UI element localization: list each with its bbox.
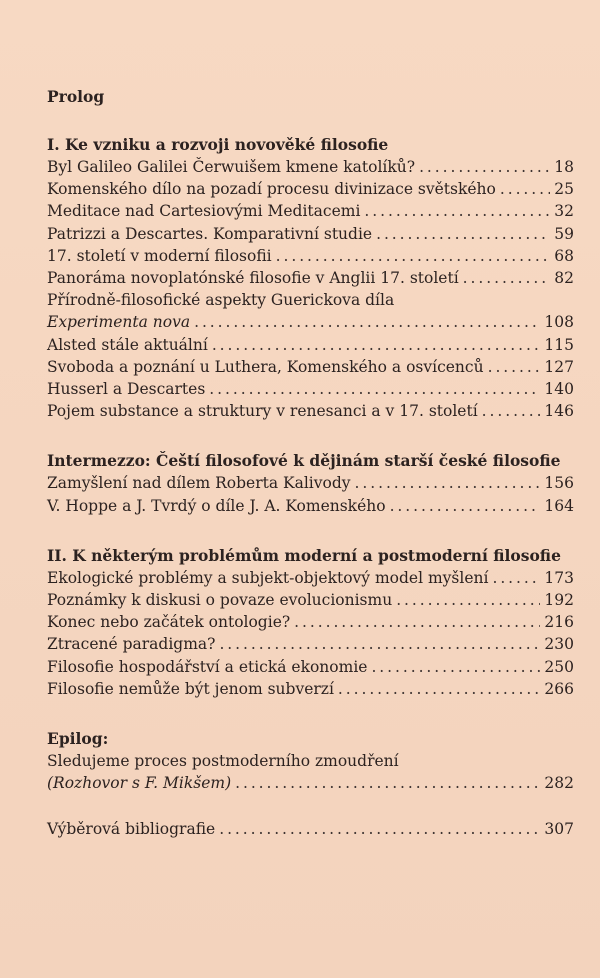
toc-entry-title: Meditace nad Cartesiovými Meditacemi <box>47 202 361 221</box>
toc-entry-page: 156 <box>544 474 574 493</box>
part1-heading: I. Ke vzniku a rozvoji novověké filosofie <box>47 135 389 154</box>
prolog-heading: Prolog <box>47 87 105 106</box>
dot-leader <box>209 378 540 400</box>
dot-leader <box>235 772 540 794</box>
toc-entry <box>47 472 574 494</box>
toc-entry-title: Alsted stále aktuální <box>47 335 208 354</box>
dot-leader <box>219 633 540 655</box>
toc-entry <box>47 378 574 400</box>
toc-entry-title: Filosofie nemůže být jenom subverzí <box>47 679 334 698</box>
dot-leader <box>276 245 551 267</box>
dot-leader <box>419 156 550 178</box>
toc-entry-page: 115 <box>544 335 574 354</box>
dot-leader <box>355 472 541 494</box>
toc-entry-page: 250 <box>544 657 574 676</box>
toc-entry-page: 164 <box>544 496 574 515</box>
toc-entry-title: Byl Galileo Galilei Čerwuišem kmene katolíků? <box>47 158 416 176</box>
section-epilog <box>47 728 574 794</box>
toc-entry-page: 307 <box>544 820 574 839</box>
toc-entry <box>47 156 574 178</box>
toc-entry-page: 68 <box>554 246 574 265</box>
toc-entry-title: Výběrová bibliografie <box>47 820 216 839</box>
toc-entry-page: 82 <box>554 269 574 288</box>
dot-leader <box>488 356 541 378</box>
toc-entry-page: 18 <box>554 158 574 176</box>
toc-entry-page: 192 <box>544 591 574 610</box>
toc-entry <box>47 611 574 633</box>
toc-entry-page: 266 <box>544 679 574 698</box>
toc-entry-title: Zamyšlení nad dílem Roberta Kalivody <box>47 474 351 493</box>
dot-leader <box>492 567 540 589</box>
toc-entry-title: Poznámky k diskusi o povaze evolucionismu <box>47 591 393 610</box>
toc-entry-title-line1: Sledujeme proces postmoderního zmoudření <box>47 752 399 771</box>
toc-entry-title: Panoráma novoplatónské filosofie v Anglii 17. století <box>47 269 459 288</box>
toc-entry <box>47 400 574 422</box>
dot-leader <box>371 656 540 678</box>
section-part1 <box>47 134 574 422</box>
intermezzo-heading: Intermezzo: Čeští filosofové k dějinám starší české filosofie <box>47 451 561 471</box>
section-bibliography <box>47 818 574 840</box>
toc-entry-title: Filosofie hospodářství a etická ekonomie <box>47 657 368 676</box>
toc-entry <box>47 818 574 840</box>
dot-leader <box>482 400 541 422</box>
toc-entry-title: Komenského dílo na pozadí procesu divinizace světského <box>47 180 496 199</box>
toc-entry <box>47 200 574 222</box>
toc-entry <box>47 589 574 611</box>
section-part2 <box>47 545 574 700</box>
toc-entry-page: 32 <box>554 202 574 221</box>
toc-entry-page: 108 <box>544 313 574 332</box>
toc-entry-page: 140 <box>544 380 574 399</box>
dot-leader <box>500 178 550 200</box>
toc-entry-page: 59 <box>554 224 574 243</box>
dot-leader <box>364 200 550 222</box>
toc-entry <box>47 223 574 245</box>
toc-entry-page: 146 <box>544 402 574 421</box>
toc-entry <box>47 356 574 378</box>
toc-entry-title: Svoboda a poznání u Luthera, Komenského a osvícenců <box>47 357 484 376</box>
toc-entry <box>47 178 574 200</box>
dot-leader <box>376 223 550 245</box>
toc-entry-title: Husserl a Descartes <box>47 380 206 399</box>
toc-entry <box>47 495 574 517</box>
toc-entry-title: V. Hoppe a J. Tvrdý o díle J. A. Komenského <box>47 496 386 515</box>
toc-entry-page: 173 <box>544 568 574 587</box>
toc-entry-page: 282 <box>544 774 574 793</box>
toc-entry-page: 230 <box>544 635 574 654</box>
toc-entry-title: Experimenta nova <box>47 313 191 332</box>
toc-entry-page: 25 <box>554 180 574 199</box>
toc-entry-title: Pojem substance a struktury v renesanci a v 17. století <box>47 402 478 421</box>
dot-leader <box>194 311 540 333</box>
toc-entry <box>47 567 574 589</box>
toc-entry <box>47 772 574 794</box>
dot-leader <box>338 678 541 700</box>
toc-entry-title: (Rozhovor s F. Mikšem) <box>47 774 232 793</box>
toc-entry-title: Ztracené paradigma? <box>47 635 216 654</box>
toc-entry-title: 17. století v moderní filosofii <box>47 246 272 265</box>
toc-entry-title: Konec nebo začátek ontologie? <box>47 613 291 632</box>
toc-entry-title: Ekologické problémy a subjekt-objektový model myšlení <box>47 568 489 587</box>
toc-entry <box>47 633 574 655</box>
toc-entry-page: 127 <box>544 357 574 376</box>
section-prolog <box>47 86 574 108</box>
toc-entry-title: Patrizzi a Descartes. Komparativní studie <box>47 224 373 243</box>
table-of-contents <box>47 86 574 869</box>
toc-entry <box>47 678 574 700</box>
toc-entry <box>47 656 574 678</box>
toc-entry <box>47 245 574 267</box>
toc-entry <box>47 311 574 333</box>
dot-leader <box>212 334 541 356</box>
toc-entry <box>47 267 574 289</box>
toc-entry <box>47 334 574 356</box>
toc-entry-title-line1: Přírodně-filosofické aspekty Guerickova díla <box>47 291 395 310</box>
part2-heading: II. K některým problémům moderní a postmoderní filosofie <box>47 545 561 565</box>
toc-entry-page: 216 <box>544 613 574 632</box>
dot-leader <box>396 589 540 611</box>
dot-leader <box>463 267 551 289</box>
section-intermezzo <box>47 450 574 516</box>
dot-leader <box>219 818 540 840</box>
epilog-heading: Epilog: <box>47 729 109 749</box>
dot-leader <box>294 611 540 633</box>
dot-leader <box>390 495 541 517</box>
